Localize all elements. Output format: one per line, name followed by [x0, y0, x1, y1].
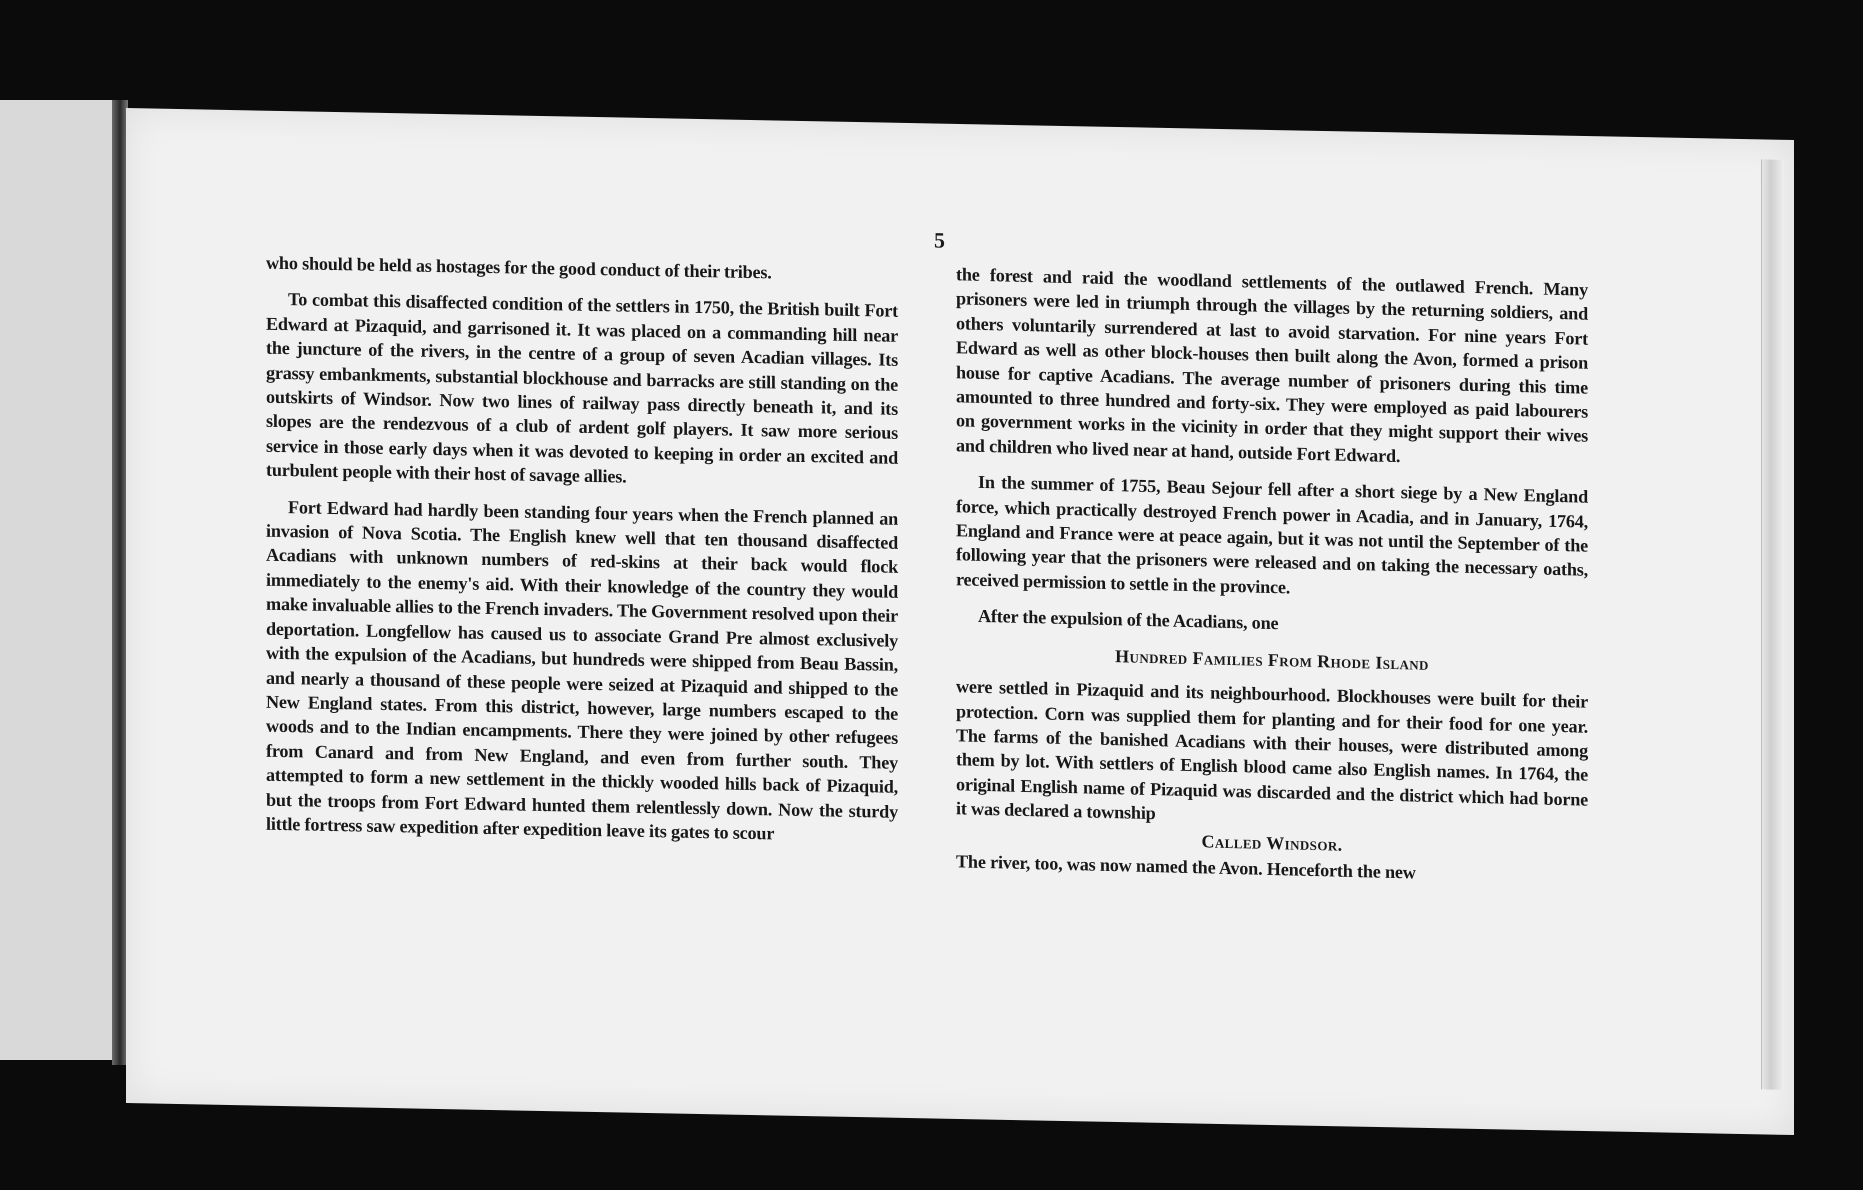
book-page: [126, 108, 1794, 1135]
paragraph: who should be held as hostages for the good conduct of their tribes.: [266, 252, 772, 283]
paragraph: The river, too, was now named the Avon. Henceforth the new: [956, 851, 1416, 883]
paragraph: After the expulsion of the Acadians, one: [978, 606, 1279, 634]
left-text-column: [266, 251, 898, 860]
paragraph: the forest and raid the woodland settlements of the outlawed French. Many prisoners were led in triumph through the villages by the returning soldiers, and others voluntarily surrendered at last to avoid starvation. For nine years Fort Edward as well as other block-houses then built along the Avon, formed a prison house for captive Acadians. The average number of prisoners during this time amounted to three hundred and forty-six. They were employed as paid labourers on government works in the vicinity in order that they might support their wives and children who lived near at hand, outside Fort Edward.: [956, 264, 1588, 466]
paragraph: were settled in Pizaquid and its neighbourhood. Blockhouses were built for their protection. Corn was supplied them for planting and for their food for one year. The farms of the banished Acadians with their houses, were distributed among them by lot. With settlers of English blood came also English names. In 1764, the original English name of Pizaquid was discarded and the district which had borne it was declared a township: [956, 676, 1588, 824]
section-heading: Hundred Families From Rhode Island: [1115, 645, 1429, 674]
page-stack-edge: [1761, 159, 1784, 1089]
page-number: 5: [934, 227, 945, 253]
paragraph: Fort Edward had hardly been standing four years when the French planned an invasion of Nova Scotia. The English knew well that ten thousand disaffected Acadians with unknown numbers of red-skins at their back would flock immediately to the enemy's aid. With their knowledge of the country they would make invaluable allies to the French invaders. The Government resolved upon their deportation. Longfellow has caused us to associate Grand Pre almost exclusively with the expulsion of the Acadians, but hundreds were shipped from Beau Bassin, and nearly a thousand of these people were seized at Pizaquid and shipped to the New England states. From this district, however, large numbers escaped to the woods and to the Indian encampments. There they were joined by other refugees from Canard and from New England, and even from further south. They attempted to form a new settlement in the thickly wooded hills back of Pizaquid, but the troops from Fort Edward hunted them relentlessly down. Now the sturdy little fortress saw expedition after expedition leave its gates to scour: [266, 496, 898, 844]
facing-page-edge: [0, 100, 122, 1060]
paragraph: To combat this disaffected condition of the settlers in 1750, the British built Fort Edward at Pizaquid, and garrisoned it. It was placed on a commanding hill near the juncture of the rivers, in the centre of a group of seven Acadian villages. Its grassy embankments, substantial blockhouse and barracks are still standing on the outskirts of Windsor. Now two lines of railway pass directly beneath it, and its slopes are the rendezvous of a club of ardent golf players. It saw more serious service in those early days when it was devoted to keeping in order an excited and turbulent people with their host of savage allies.: [266, 289, 898, 487]
paragraph: In the summer of 1755, Beau Sejour fell after a short siege by a New England force, which practically destroyed French power in Acadia, and in January, 1764, England and France were at peace again, but it was not until the September of the following year that the prisoners were released and on taking the necessary oaths, received permission to settle in the province.: [956, 472, 1588, 598]
right-text-column: [956, 262, 1588, 901]
section-heading: Called Windsor.: [1201, 830, 1343, 855]
